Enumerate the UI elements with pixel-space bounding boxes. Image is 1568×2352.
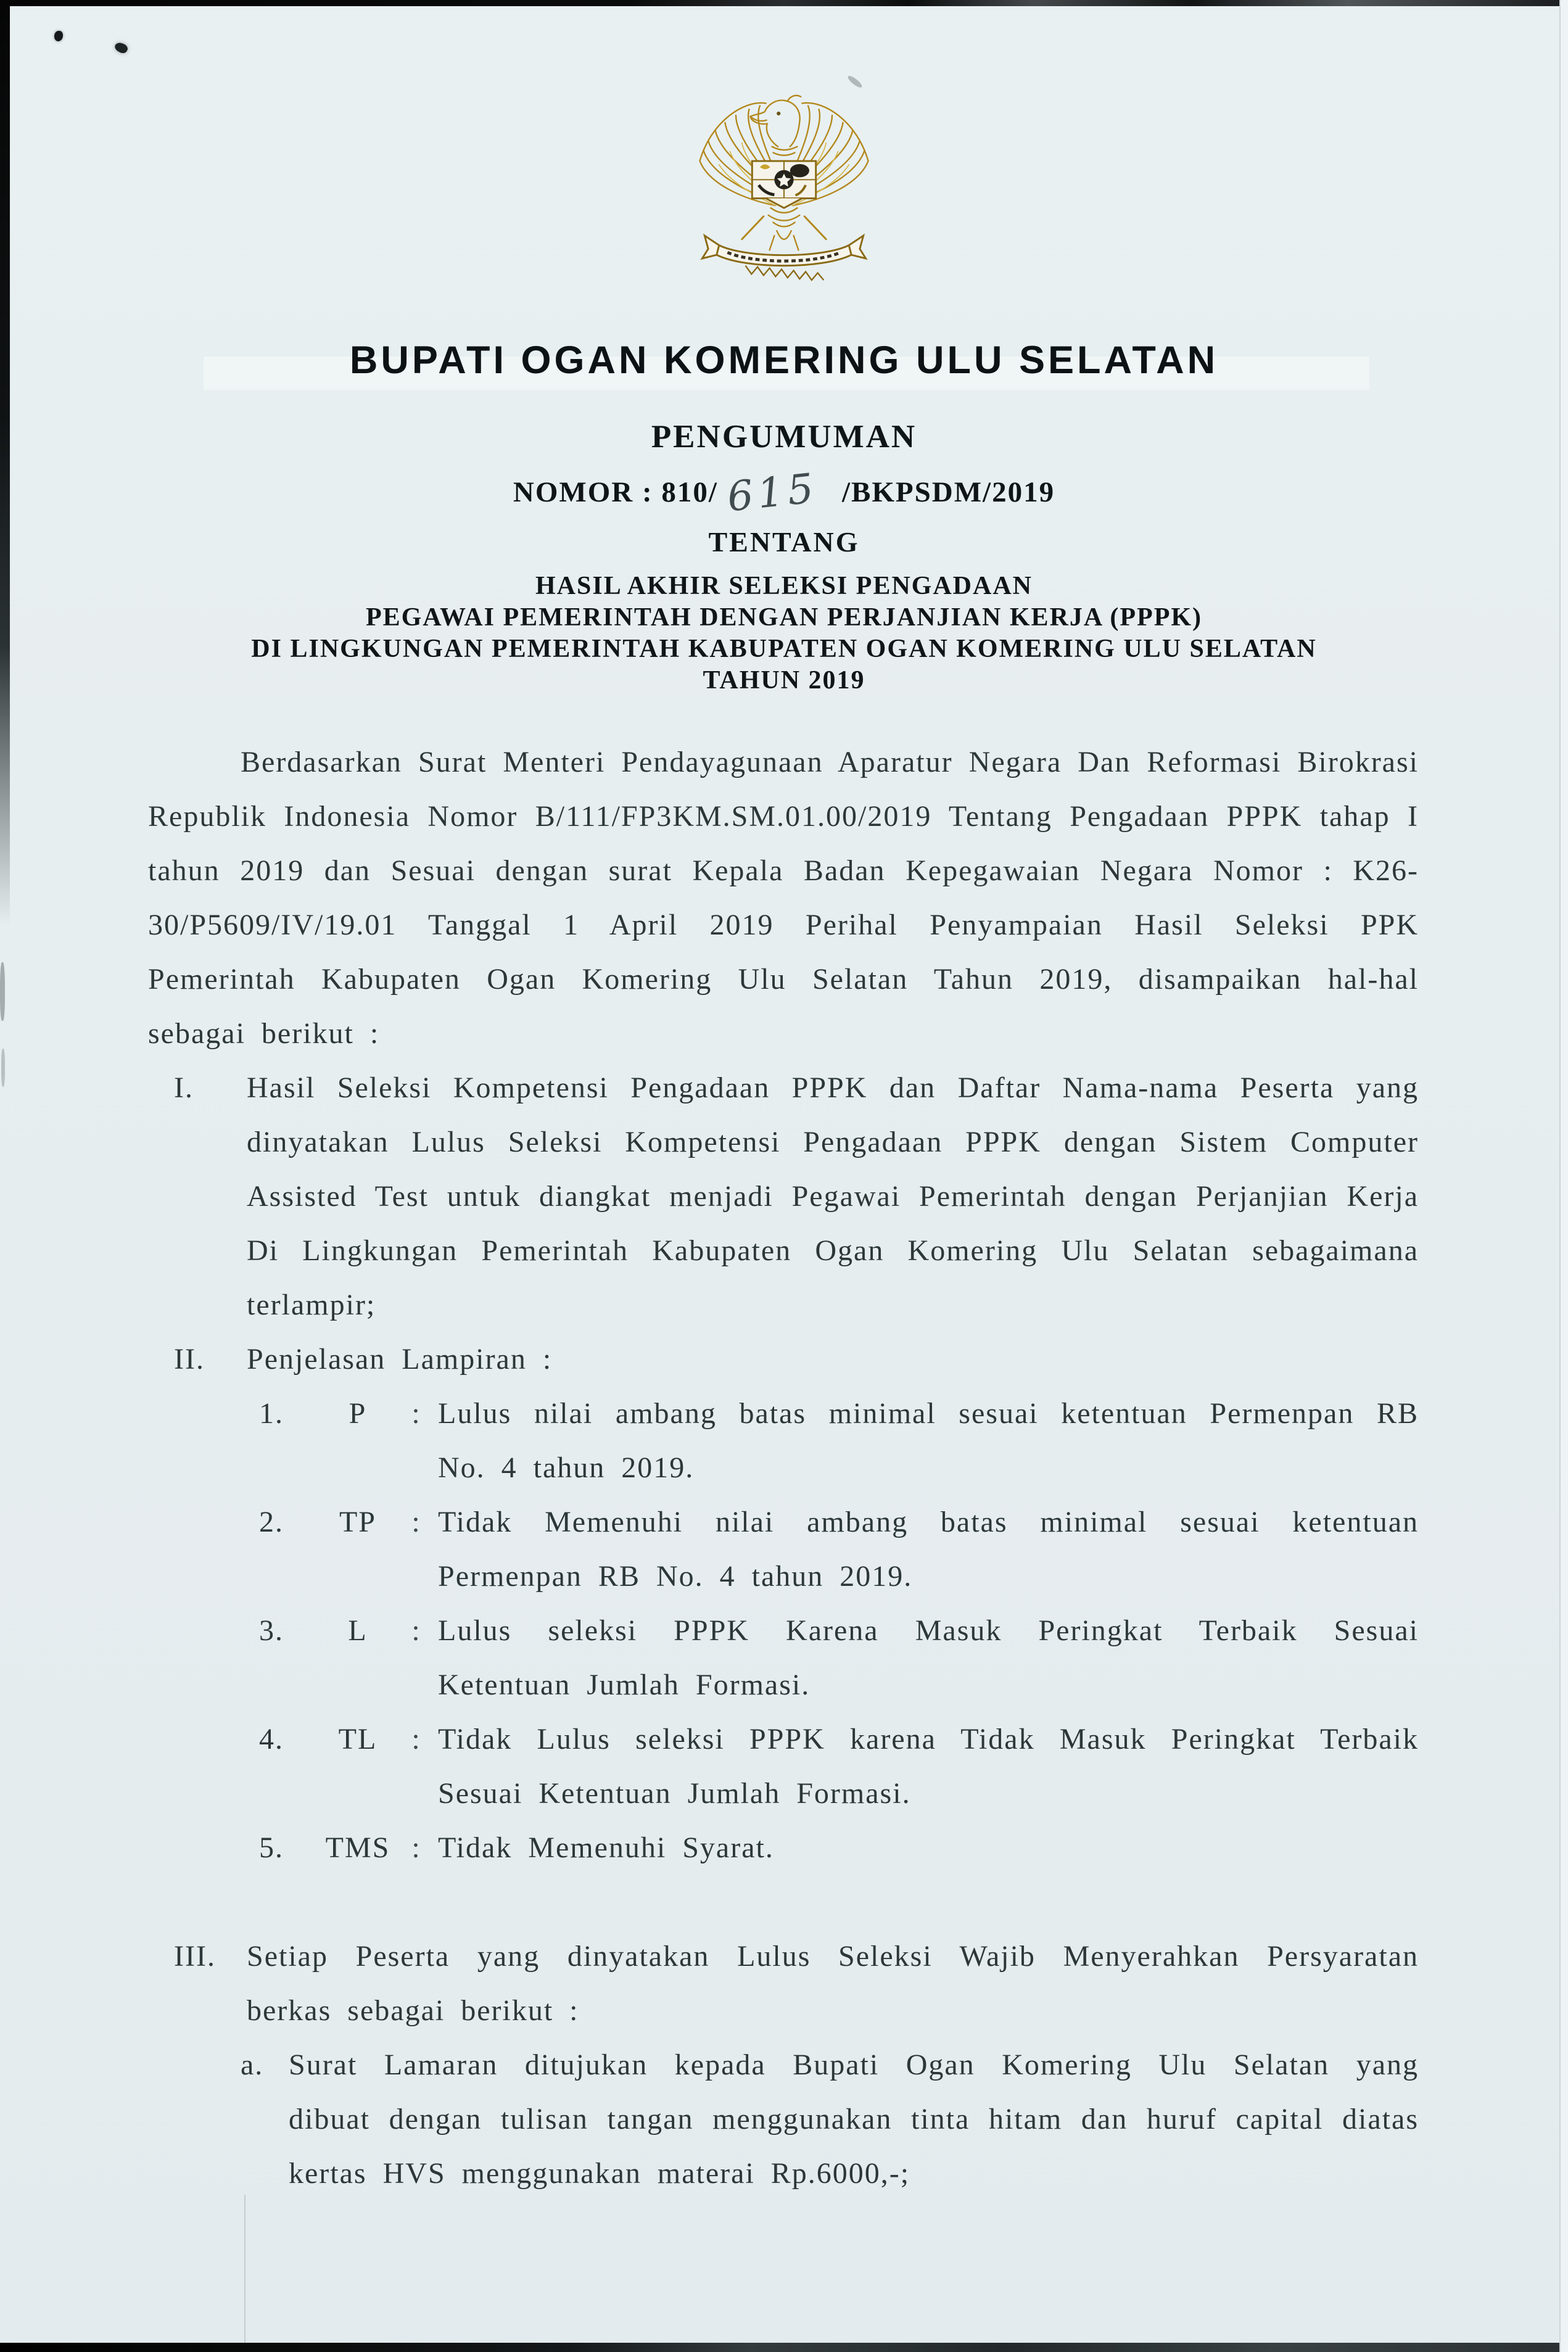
list-item-I (148, 1061, 1419, 1332)
requirement-letter: a. (241, 2049, 264, 2081)
scan-speck (54, 31, 63, 41)
list-item-numeral: III. (174, 1940, 216, 1973)
legend-description: Lulus nilai ambang batas minimal sesuai ketentuan Permenpan RB No. 4 tahun 2019. (438, 1397, 1419, 1484)
legend-code: TL (338, 1723, 378, 1756)
scan-edge-left (0, 0, 10, 925)
about-label: TENTANG (708, 526, 860, 558)
list-item-text: Penjelasan Lampiran : (247, 1343, 553, 1376)
legend-code: L (348, 1614, 368, 1647)
authority-title: BUPATI OGAN KOMERING ULU SELATAN (349, 339, 1219, 382)
letter-body (148, 735, 1419, 2201)
document-number-line (0, 464, 1568, 521)
scan-fold-line (244, 2195, 246, 2343)
scan-smudge (0, 962, 5, 1021)
legend-row (259, 1604, 1419, 1712)
list-item-II (148, 1332, 1419, 1387)
legend-description: Tidak Memenuhi Syarat. (438, 1831, 774, 1864)
legend-separator: : (411, 1723, 421, 1756)
subject-line: TAHUN 2019 (703, 666, 865, 695)
legend-separator: : (411, 1506, 421, 1538)
legend-number: 3. (259, 1614, 284, 1647)
document-number-prefix: NOMOR : 810/ (513, 476, 718, 508)
document-type-heading: PENGUMUMAN (651, 419, 917, 455)
handwritten-number: 615 (725, 464, 820, 521)
requirement-text: Surat Lamaran ditujukan kepada Bupati Ogan Komering Ulu Selatan yang dibuat dengan tulisan tangan menggunakan tinta hitam dan huruf capital diatas kertas HVS menggunakan materai Rp.6000,-; (289, 2049, 1419, 2190)
legend-separator: : (411, 1397, 421, 1430)
legend-separator: : (411, 1831, 421, 1864)
scan-edge-top (0, 0, 1568, 6)
legend-row (259, 1495, 1419, 1604)
document-number-suffix: /BKPSDM/2019 (841, 476, 1055, 508)
subject-line: PEGAWAI PEMERINTAH DENGAN PERJANJIAN KERJA (PPPK) (365, 603, 1203, 632)
requirement-item-a (241, 2038, 1419, 2201)
garuda-pancasila-emblem-icon (688, 88, 880, 286)
legend-code: TMS (325, 1831, 390, 1864)
legend-number: 5. (259, 1831, 284, 1864)
legend-description: Lulus seleksi PPPK Karena Masuk Peringkat Terbaik Sesuai Ketentuan Jumlah Formasi. (438, 1614, 1419, 1701)
legend-row (259, 1821, 1419, 1875)
legend-description: Tidak Lulus seleksi PPPK karena Tidak Masuk Peringkat Terbaik Sesuai Ketentuan Jumlah Formasi. (438, 1723, 1419, 1810)
legend-description: Tidak Memenuhi nilai ambang batas minimal sesuai ketentuan Permenpan RB No. 4 tahun 2019. (438, 1506, 1419, 1593)
legend-number: 2. (259, 1506, 284, 1538)
legend-row (259, 1712, 1419, 1821)
legend-separator: : (411, 1614, 421, 1647)
opening-paragraph: Berdasarkan Surat Menteri Pendayagunaan Aparatur Negara Dan Reformasi Birokrasi Republik Indonesia Nomor B/111/FP3KM.SM.01.00/2019 Tentang Pengadaan PPPK tahap I tahun 2019 dan Sesuai dengan surat Kepala Badan Kepegawaian Negara Nomor : K26-30/P5609/IV/19.01 Tanggal 1 April 2019 Perihal Penyampaian Hasil Seleksi PPK Pemerintah Kabupaten Ogan Komering Ulu Selatan Tahun 2019, disampaikan hal-hal sebagai berikut : (148, 746, 1419, 1050)
legend-number: 1. (259, 1397, 284, 1430)
subject-line: HASIL AKHIR SELEKSI PENGADAAN (535, 572, 1033, 600)
list-item-text: Hasil Seleksi Kompetensi Pengadaan PPPK dan Daftar Nama-nama Peserta yang dinyatakan Lulus Seleksi Kompetensi Pengadaan PPPK dengan Sistem Computer Assisted Test untuk diangkat menjadi Pegawai Pemerintah dengan Perjanjian Kerja Di Lingkungan Pemerintah Kabupaten Ogan Komering Ulu Selatan sebagaimana terlampir; (247, 1071, 1419, 1321)
list-item-III (148, 1929, 1419, 2038)
scan-edge-bottom (0, 2343, 1568, 2352)
legend-number: 4. (259, 1723, 284, 1756)
legend-row (259, 1387, 1419, 1495)
legend-code: P (349, 1397, 367, 1430)
list-item-text: Setiap Peserta yang dinyatakan Lulus Seleksi Wajib Menyerahkan Persyaratan berkas sebagai berikut : (247, 1940, 1419, 2027)
subject-block (0, 571, 1568, 696)
scan-smudge (1, 1049, 5, 1087)
list-item-numeral: II. (174, 1343, 205, 1376)
legend-code: TP (339, 1506, 376, 1538)
list-item-numeral: I. (174, 1071, 194, 1104)
subject-line: DI LINGKUNGAN PEMERINTAH KABUPATEN OGAN KOMERING ULU SELATAN (251, 635, 1317, 663)
scan-speck (113, 41, 130, 55)
garuda-pancasila-svg (688, 88, 880, 286)
